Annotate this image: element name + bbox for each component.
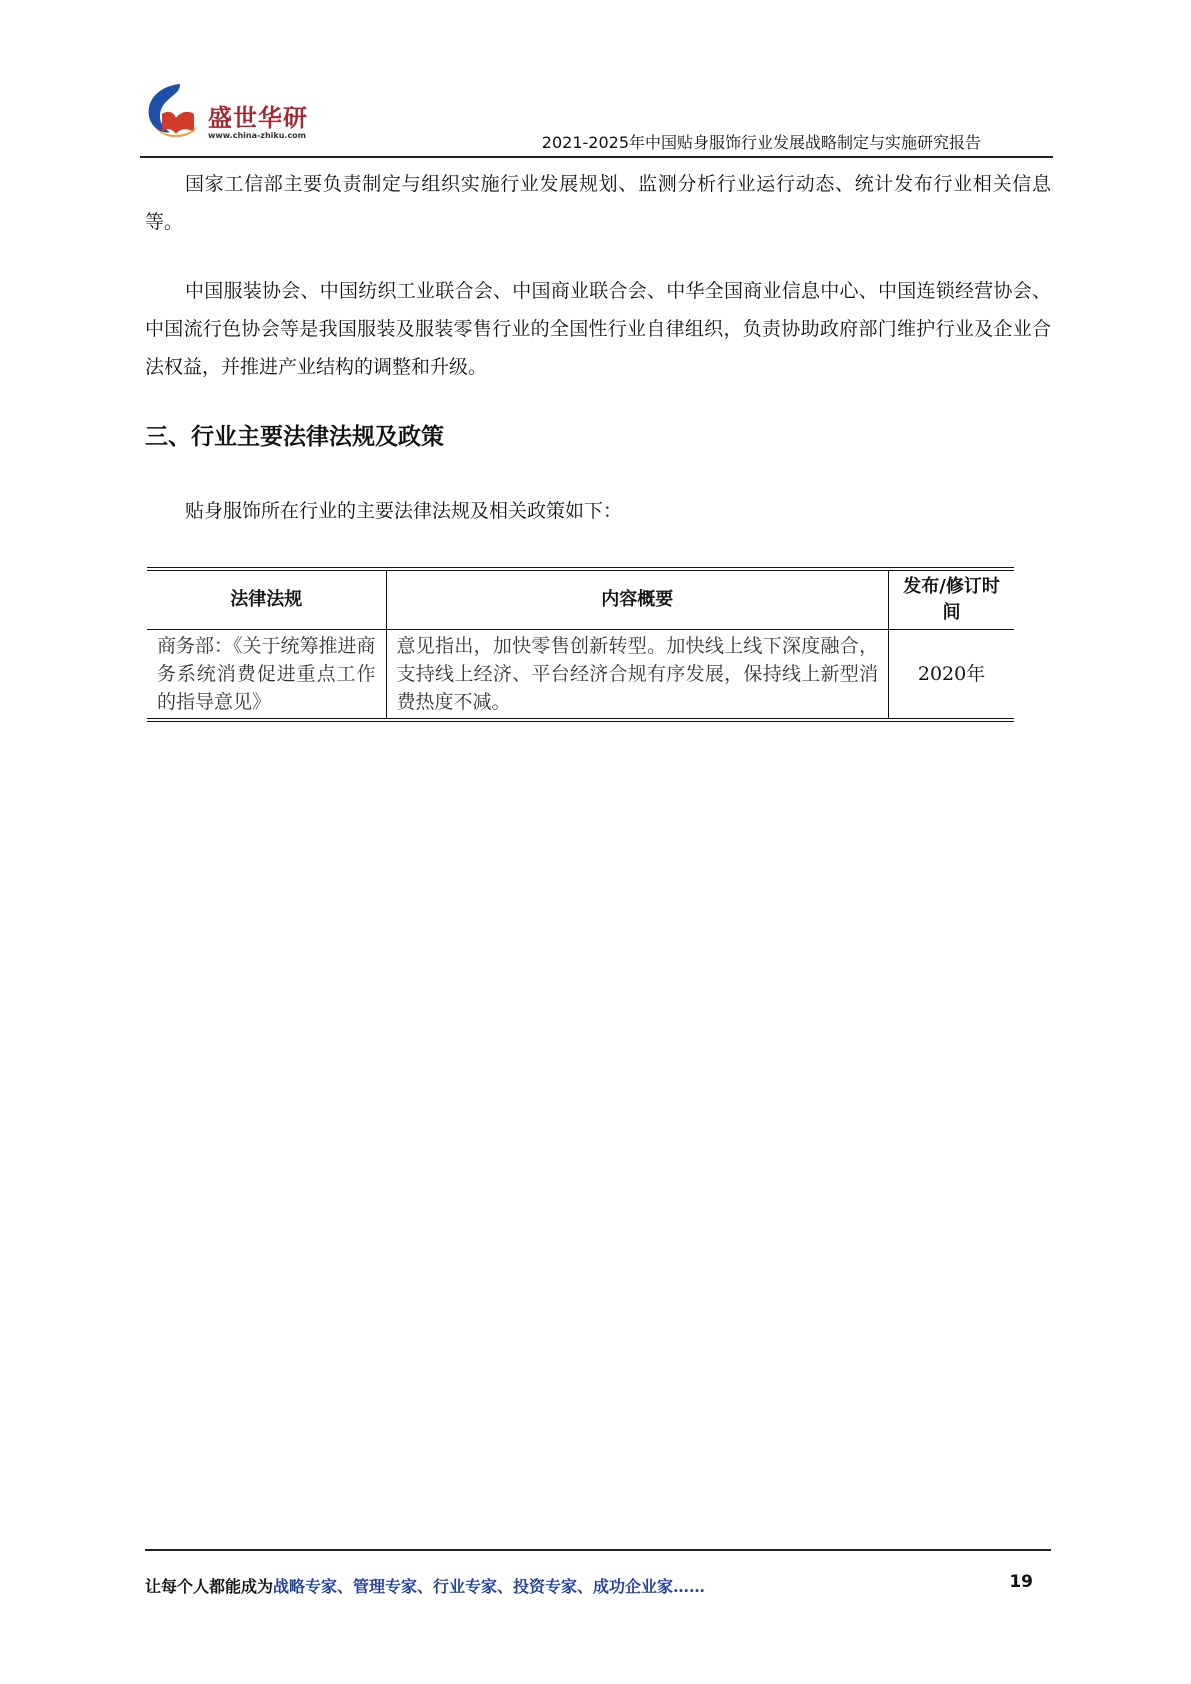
page-number: 19 <box>1009 1572 1033 1592</box>
section-heading: 三、行业主要法律法规及政策 <box>145 424 444 450</box>
logo-url: www.china-zhiku.com <box>208 131 307 140</box>
table-header-row <box>147 569 1014 630</box>
cell-law: 商务部：《关于统筹推进商务系统消费促进重点工作的指导意见》 <box>147 630 386 721</box>
report-title: 2021-2025年中国贴身服饰行业发展战略制定与实施研究报告 <box>541 133 981 152</box>
paragraph-intro: 贴身服饰所在行业的主要法律法规及相关政策如下： <box>185 500 623 522</box>
cell-summary: 意见指出，加快零售创新转型。加快线上线下深度融合，支持线上经济、平台经济合规有序发展，保持线上新型消费热度不减。 <box>386 630 889 721</box>
company-logo <box>140 80 340 150</box>
footer-slogan-prefix: 让每个人都能成为 <box>145 1577 274 1596</box>
page-header <box>140 80 1053 162</box>
cell-date: 2020年 <box>889 630 1014 721</box>
logo-name: 盛世华研 <box>208 104 308 132</box>
footer-slogan <box>145 1574 705 1597</box>
policy-table <box>147 567 1014 722</box>
header-law: 法律法规 <box>147 569 386 630</box>
paragraph-ministry: 国家工信部主要负责制定与组织实施行业发展规划、监测分析行业运行动态、统计发布行业相关信息等。 <box>145 173 1051 233</box>
header-date-label: 发布/修订时间 <box>903 576 1000 623</box>
footer-slogan-highlight: 战略专家、管理专家、行业专家、投资专家、成功企业家…… <box>273 1577 706 1596</box>
header-date <box>889 569 1014 630</box>
header-summary: 内容概要 <box>386 569 889 630</box>
paragraph-associations: 中国服装协会、中国纺织工业联合会、中国商业联合会、中华全国商业信息中心、中国连锁经营协会、中国流行色协会等是我国服装及服装零售行业的全国性行业自律组织，负责协助政府部门维护行业及企业合法权益，并推进产业结构的调整和升级。 <box>145 280 1051 378</box>
header-divider <box>140 156 1053 158</box>
logo-emblem-icon <box>140 80 210 150</box>
footer-divider <box>145 1549 1051 1551</box>
table-row <box>147 630 1014 721</box>
